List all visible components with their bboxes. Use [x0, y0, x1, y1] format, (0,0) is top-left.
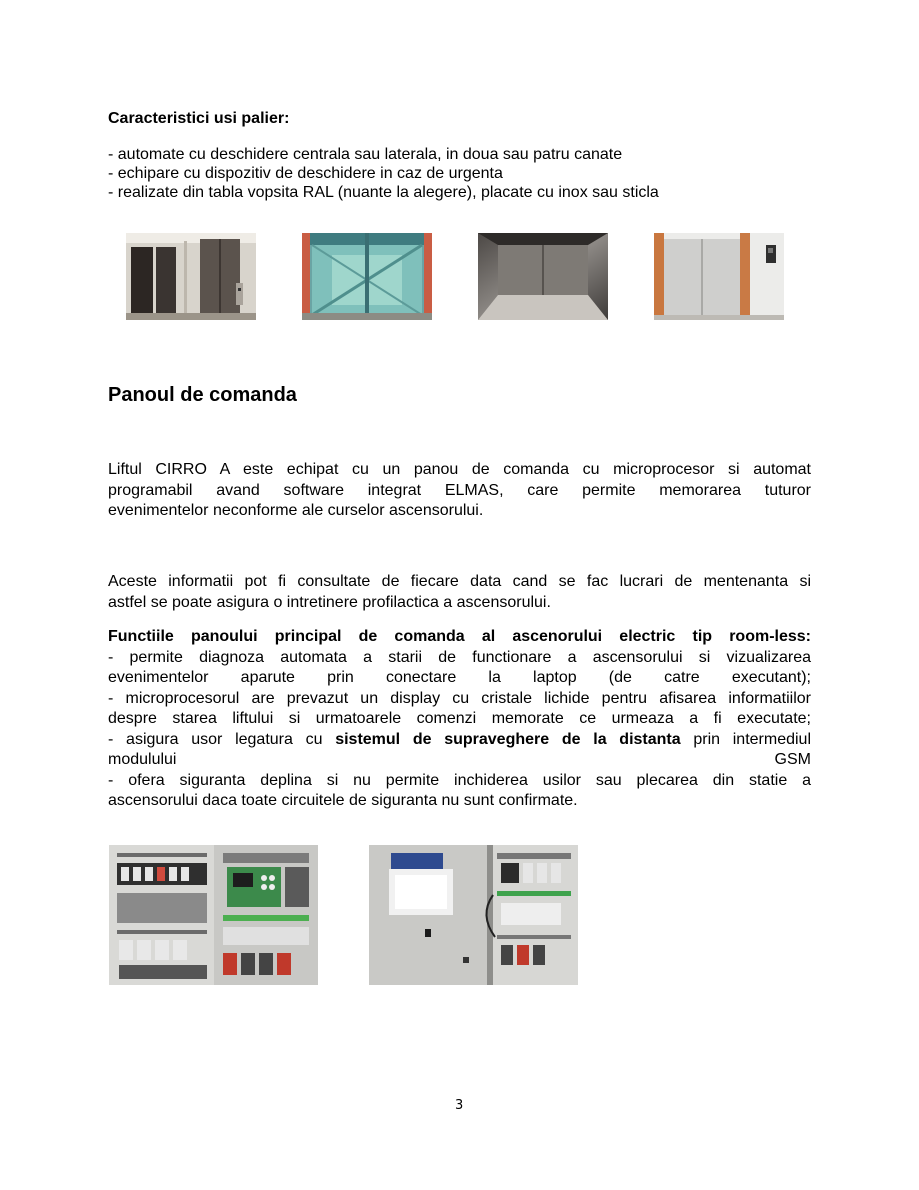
list-item: - realizate din tabla vopsita RAL (nuante la alegere), placate cu inox sau sticla	[108, 184, 659, 201]
panel-heading: Panoul de comanda	[108, 384, 297, 406]
paragraph-line: Aceste informatii pot fi consultate de fiecare data cand se fac lucrari de mentenanta si	[108, 573, 811, 590]
control-cabinet-photo-1	[109, 845, 318, 985]
doors-heading: Caracteristici usi palier:	[108, 110, 290, 127]
control-cabinet-photo-2	[369, 845, 578, 985]
function-line: despre starea liftului si urmatoarele comenzi memorate ce urmeaza a fi executate;	[108, 710, 811, 727]
function-bold-text: sistemul de supraveghere de la distanta	[335, 730, 681, 748]
function-line: - permite diagnoza automata a starii de functionare a ascensorului si vizualizarea	[108, 648, 811, 666]
functions-heading: Functiile panoului principal de comanda al ascenorului electric tip room-less:	[108, 628, 811, 645]
panel-paragraph-2	[108, 572, 811, 613]
door-photo-stainless	[478, 233, 608, 320]
paragraph-line: evenimentelor neconforme ale curselor ascensorului.	[108, 502, 484, 519]
function-line: ascensorului daca toate circuitele de siguranta nu sunt confirmate.	[108, 792, 578, 809]
door-photo-glass	[302, 233, 432, 320]
function-text: modulului	[108, 751, 177, 768]
function-text: prin intermediul	[680, 730, 811, 748]
paragraph-line: astfel se poate asigura o intretinere profilactica a ascensorului.	[108, 593, 551, 611]
function-line: evenimentelor aparute prin conectare la laptop (de catre executant);	[108, 669, 811, 686]
paragraph-line: programabil avand software integrat ELMAS, care permite memorarea tuturor	[108, 481, 811, 499]
list-item: - echipare cu dispozitiv de deschidere in caz de urgenta	[108, 165, 503, 182]
function-line-gsm	[108, 730, 811, 751]
function-text: GSM	[774, 751, 811, 768]
paragraph-line: Liftul CIRRO A este echipat cu un panou de comanda cu microprocesor si automat	[108, 461, 811, 478]
panel-functions	[108, 627, 811, 812]
list-item: - automate cu deschidere centrala sau laterala, in doua sau patru canate	[108, 146, 623, 163]
door-photo-dark-lobby	[126, 233, 256, 320]
panel-paragraph-1	[108, 460, 811, 522]
door-photo-wood-frame	[654, 233, 784, 320]
function-line: - ofera siguranta deplina si nu permite inchiderea usilor sau plecarea din statie a	[108, 771, 811, 789]
function-line: - microprocesorul are prevazut un display cu cristale lichide pentru afisarea informatiilor	[108, 689, 811, 707]
function-text: - asigura usor legatura cu	[108, 730, 336, 748]
function-line	[108, 750, 811, 771]
page-number: 3	[455, 1098, 464, 1113]
doors-bullet-list	[108, 145, 659, 202]
